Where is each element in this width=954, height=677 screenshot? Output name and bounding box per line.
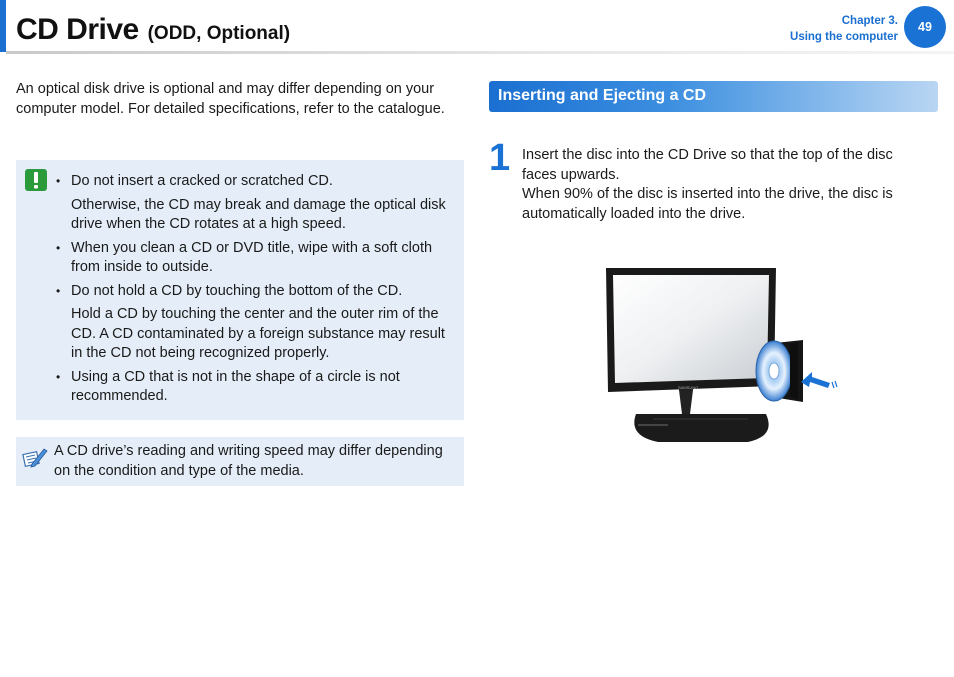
chapter-label	[790, 13, 898, 45]
step-line-1: Insert the disc into the CD Drive so that the top of the disc faces upwards.	[522, 147, 893, 183]
page-number-badge: 49	[904, 6, 946, 48]
cd-insertion-illustration	[598, 264, 838, 454]
note-box	[16, 437, 464, 486]
header-accent-bar	[0, 0, 6, 52]
caution-item-text: • Using a CD that is not in the shape of a circle is not recommended.	[71, 368, 400, 404]
caution-item	[56, 282, 452, 364]
caution-box	[16, 160, 464, 420]
caution-item	[56, 172, 452, 235]
chapter-number: Chapter 3.	[841, 15, 898, 27]
step-line-2: When 90% of the disc is inserted into the drive, the disc is automatically loaded into the drive.	[522, 186, 893, 222]
caution-item	[56, 368, 452, 407]
section-header	[489, 81, 938, 112]
caution-item	[56, 239, 452, 278]
page-title-main: CD Drive	[16, 13, 139, 46]
caution-item-detail: Otherwise, the CD may break and damage the optical disk drive when the CD rotates at a high speed.	[71, 196, 446, 232]
caution-item-text: • When you clean a CD or DVD title, wipe with a soft cloth from inside to outside.	[71, 239, 433, 275]
caution-list	[56, 172, 452, 411]
page-title	[16, 10, 290, 47]
caution-item-detail: Hold a CD by touching the center and the outer rim of the CD. A CD contaminated by a foreign substance may result in the CD not being recognized properly.	[71, 306, 445, 361]
step-instructions	[522, 146, 930, 224]
note-pencil-icon	[22, 444, 48, 470]
page-title-sub: (ODD, Optional)	[147, 23, 291, 44]
section-title: Inserting and Ejecting a CD	[498, 87, 707, 104]
caution-item-text: • Do not hold a CD by touching the bottom of the CD.	[71, 282, 403, 299]
svg-text:SAMSUNG: SAMSUNG	[678, 385, 699, 390]
caution-item-text: • Do not insert a cracked or scratched CD.	[71, 173, 333, 189]
step-number: 1	[489, 137, 511, 179]
note-text: A CD drive’s reading and writing speed may differ depending on the condition and type of the media.	[54, 443, 443, 479]
intro-paragraph: An optical disk drive is optional and may differ depending on your computer model. For detailed specifications, refer to the catalogue.	[16, 81, 445, 117]
exclamation-icon	[25, 169, 47, 191]
header-divider	[6, 51, 954, 54]
chapter-title: Using the computer	[790, 31, 898, 43]
